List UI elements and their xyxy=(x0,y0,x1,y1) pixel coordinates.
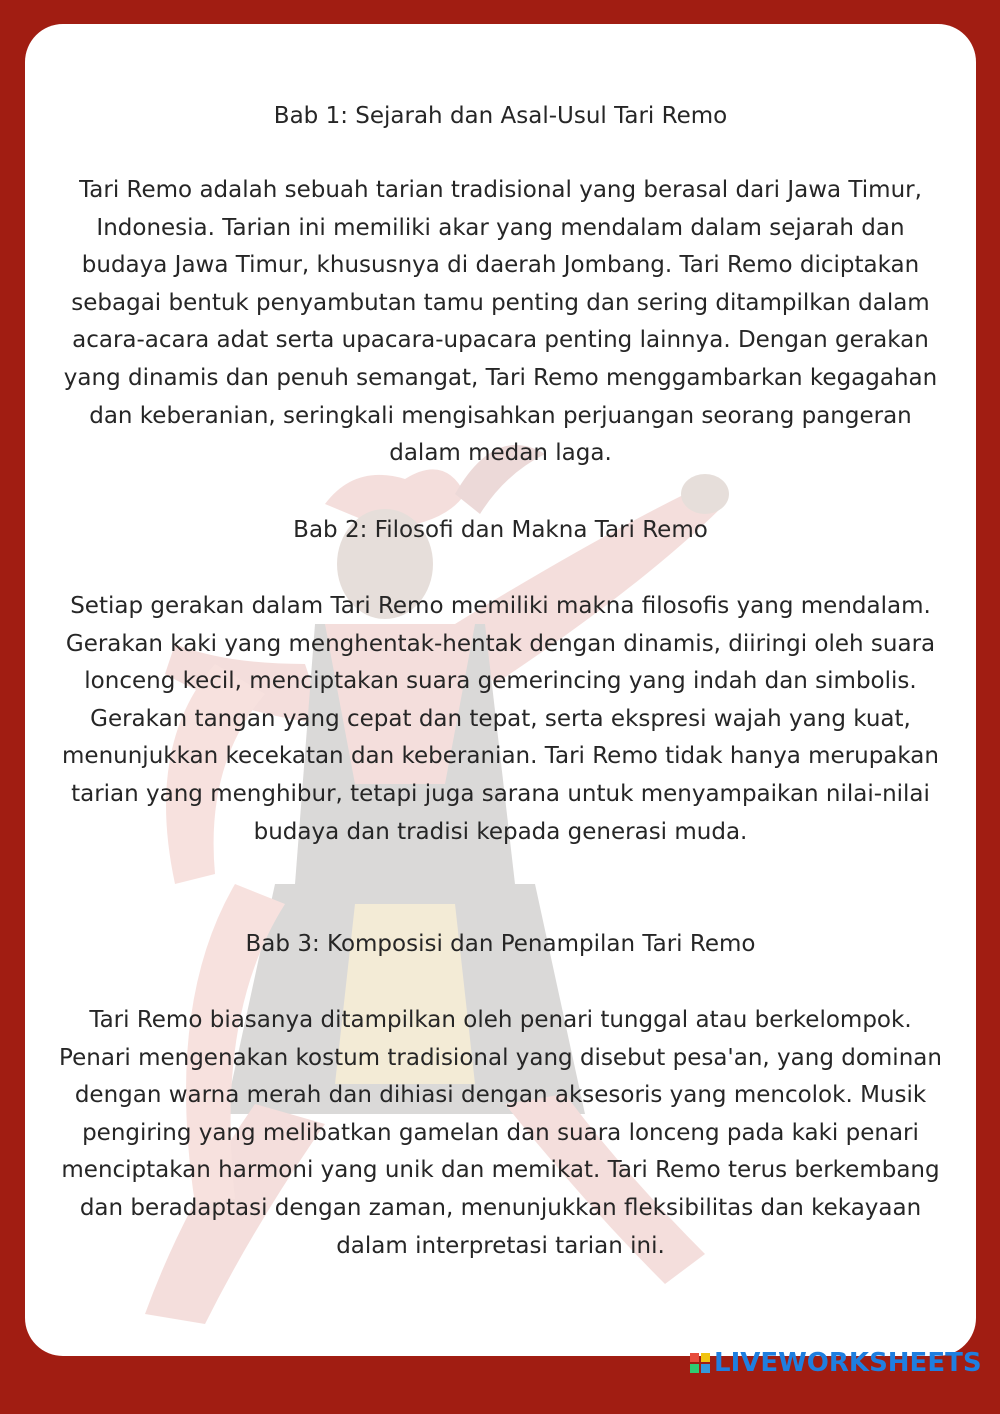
liveworksheets-logo-icon xyxy=(690,1353,710,1373)
dancer-fist xyxy=(681,474,729,514)
document-page xyxy=(25,24,976,1356)
liveworksheets-brand-text: LIVEWORKSHEETS xyxy=(714,1348,982,1378)
section-2-heading: Bab 2: Filosofi dan Makna Tari Remo xyxy=(293,517,708,543)
liveworksheets-watermark[interactable] xyxy=(690,1343,982,1383)
section-1-heading: Bab 1: Sejarah dan Asal-Usul Tari Remo xyxy=(273,103,728,129)
section-2-body: Setiap gerakan dalam Tari Remo memiliki makna filosofis yang mendalam. Gerakan kaki yang menghentak-hentak dengan dinamis, diiringi oleh suara lonceng kecil, menciptakan suara gemerincing yang indah dan simbolis. Gerakan tangan yang cepat dan tepat, serta ekspresi wajah yang kuat, menunjukkan kecekatan dan keberanian. Tari Remo tidak hanya merupakan tarian yang menghibur, tetapi juga sarana untuk menyampaikan nilai-nilai budaya dan tradisi kepada generasi muda. xyxy=(62,593,939,845)
section-1-body: Tari Remo adalah sebuah tarian tradisional yang berasal dari Jawa Timur, Indonesia. Tarian ini memiliki akar yang mendalam dalam sejarah dan budaya Jawa Timur, khususnya di daerah Jombang. Tari Remo diciptakan sebagai bentuk penyambutan tamu penting dan sering ditampilkan dalam acara-acara adat serta upacara-upacara penting lainnya. Dengan gerakan yang dinamis dan penuh semangat, Tari Remo menggambarkan kegagahan dan keberanian, seringkali mengisahkan perjuangan seorang pangeran dalam medan laga. xyxy=(63,177,938,467)
section-3-body: Tari Remo biasanya ditampilkan oleh penari tunggal atau berkelompok. Penari mengenakan kostum tradisional yang disebut pesa'an, yang dominan dengan warna merah dan dihiasi dengan aksesoris yang mencolok. Musik pengiring yang melibatkan gamelan dan suara lonceng pada kaki penari menciptakan harmoni yang unik dan memikat. Tari Remo terus berkembang dan beradaptasi dengan zaman, menunjukkan fleksibilitas dan kekayaan dalam interpretasi tarian ini. xyxy=(59,1007,942,1259)
section-3-heading: Bab 3: Komposisi dan Penampilan Tari Remo xyxy=(245,931,756,957)
